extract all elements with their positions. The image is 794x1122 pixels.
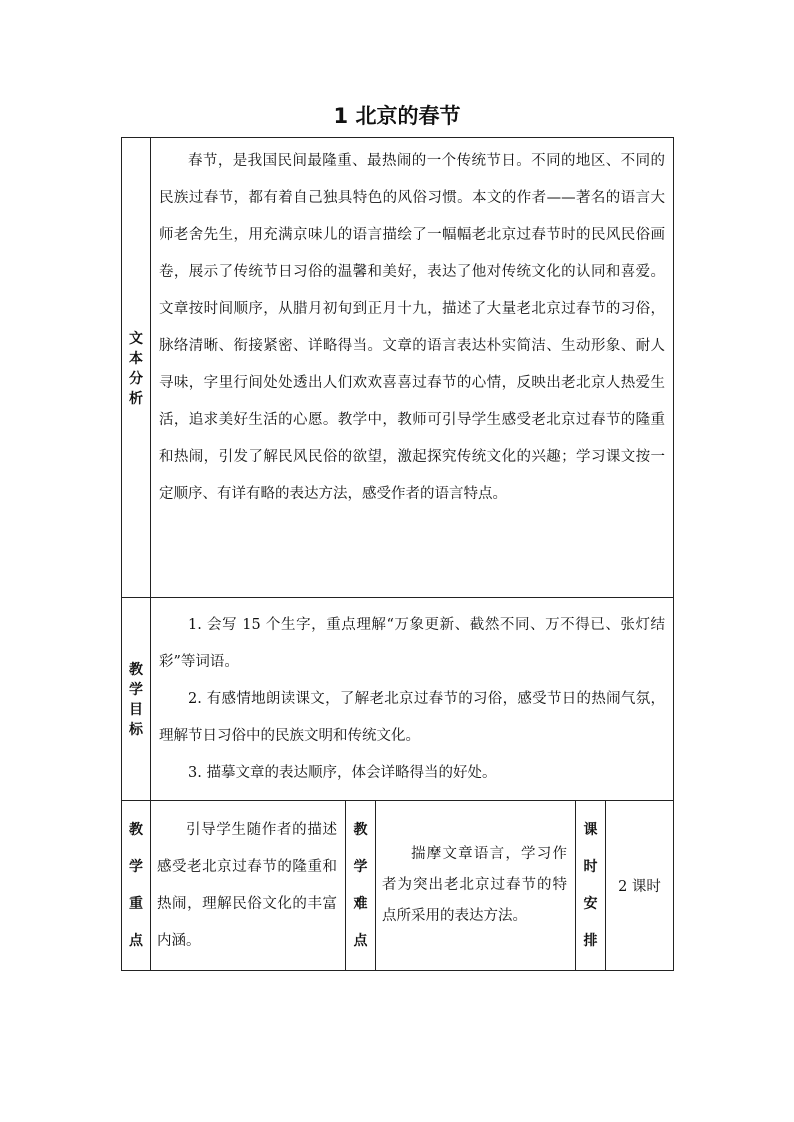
difficulties-text: 揣摩文章语言，学习作者为突出老北京过春节的特点所采用的表达方法。 (382, 846, 567, 924)
analysis-label: 文 本 分 析 (122, 138, 151, 598)
goal-item: 1. 会写 15 个生字，重点理解“万象更新、截然不同、万不得已、张灯结彩”等词语。 (159, 616, 666, 670)
schedule-label: 课 时 安 排 (576, 801, 606, 971)
key-points-text: 引导学生随作者的描述感受老北京过春节的隆重和热闹，理解民俗文化的丰富内涵。 (157, 821, 337, 949)
goals-row (122, 598, 674, 801)
analysis-text: 春节，是我国民间最隆重、最热闹的一个传统节日。不同的地区、不同的民族过春节，都有着自己独具特色的风俗习惯。本文的作者——著名的语言大师老舍先生，用充满京味儿的语言描绘了一幅幅老北京过春节时的民风民俗画卷，展示了传统节日习俗的温馨和美好，表达了他对传统文化的认同和喜爱。文章按时间顺序，从腊月初旬到正月十九，描述了大量老北京过春节的习俗，脉络清晰、衔接紧密、详略得当。文章的语言表达朴实简洁、生动形象、耐人寻味，字里行间处处透出人们欢欢喜喜过春节的心情，反映出老北京人热爱生活，追求美好生活的心愿。教学中，教师可引导学生感受老北京过春节的隆重和热闹，引发了解民风民俗的欲望，激起探究传统文化的兴趣；学习课文按一定顺序、有详有略的表达方法，感受作者的语言特点。 (159, 153, 666, 502)
goal-item: 2. 有感情地朗读课文，了解老北京过春节的习俗，感受节日的热闹气氛，理解节日习俗中的民族文明和传统文化。 (159, 690, 666, 744)
page-title: 1 北京的春节 (333, 104, 461, 128)
key-points-content (151, 801, 346, 971)
goal-item: 3. 描摹文章的表达顺序，体会详略得当的好处。 (188, 764, 497, 781)
goals-label: 教 学 目 标 (122, 598, 151, 801)
goals-content (151, 598, 674, 801)
schedule-value: 2 课时 (606, 801, 674, 971)
details-row (122, 801, 674, 971)
key-points-label: 教 学 重 点 (122, 801, 151, 971)
difficulties-label: 教 学 难 点 (346, 801, 376, 971)
analysis-content (151, 138, 674, 598)
analysis-row (122, 138, 674, 598)
difficulties-content (376, 801, 576, 971)
lesson-plan-table (121, 137, 674, 971)
